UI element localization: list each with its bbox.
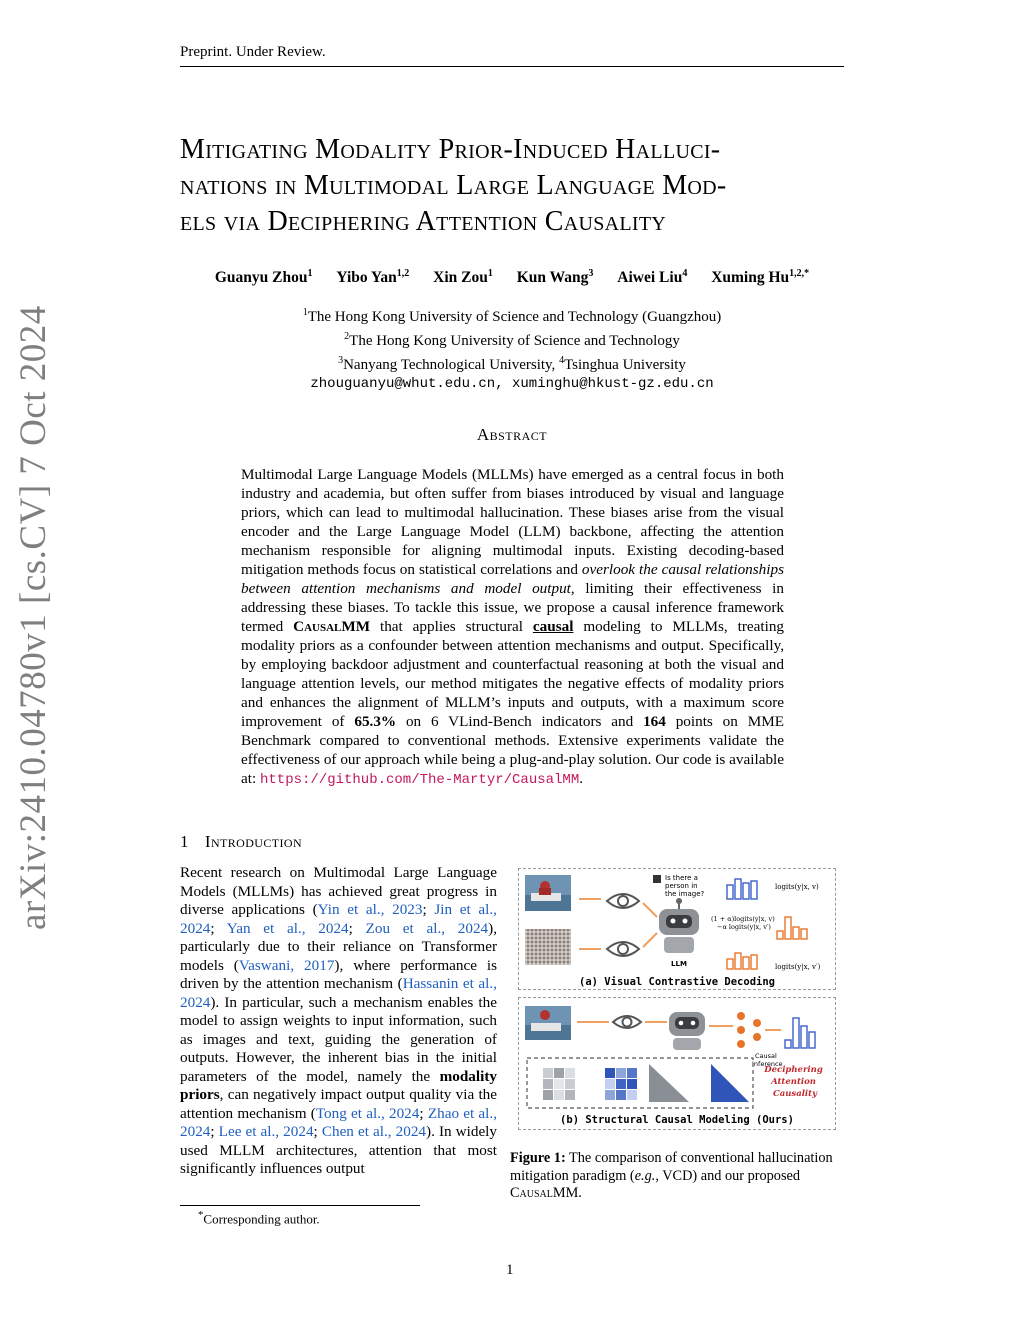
network-icon: [737, 1012, 761, 1048]
input-photo: [525, 875, 571, 911]
causal-mask-blue: [711, 1064, 749, 1102]
bar: [743, 883, 749, 899]
citation-link[interactable]: Zhao et al., 2024: [180, 1104, 497, 1140]
attention-cell: [565, 1090, 575, 1100]
bar: [735, 953, 741, 969]
input-photo: [525, 1006, 571, 1040]
bar: [751, 955, 757, 969]
attention-cell: [565, 1068, 575, 1078]
author: Aiwei Liu$^4$: [617, 268, 688, 287]
causal-mask-gray: [649, 1064, 689, 1102]
attention-cell: [554, 1079, 564, 1089]
attention-cell: [605, 1090, 615, 1100]
affiliation-1: $^1$The Hong Kong University of Science and Technology (Guangzhou): [302, 307, 722, 325]
bar: [743, 957, 749, 969]
author: Xuming $Hu^{1,2,*}$: [711, 268, 810, 287]
attention-cell: [627, 1068, 637, 1078]
bar: [785, 1040, 791, 1048]
attention-cell: [616, 1079, 626, 1089]
attention-cell: [605, 1068, 615, 1078]
author: Kun Wang$^3$: [516, 268, 594, 287]
llm-robot-icon: [659, 898, 699, 953]
bar: [735, 879, 741, 899]
question-text: Is there a person in the image?: [665, 874, 705, 898]
llm-label: LLM: [671, 960, 687, 968]
attention-cell: [616, 1068, 626, 1078]
bar: [727, 885, 733, 899]
title-line-1: Mitigating Modality Prior-Induced Halluci-: [180, 134, 721, 165]
citation-link[interactable]: Tong et al., 2024: [315, 1104, 420, 1122]
llm-robot-icon: [669, 1012, 705, 1050]
bars-mid: [777, 917, 807, 939]
author: Guanyu Zhou$^1$: [214, 268, 313, 287]
bars-top: [727, 879, 757, 899]
affiliation-2: $^2$The Hong Kong University of Science and Technology: [344, 331, 680, 349]
bars-output: [785, 1018, 815, 1048]
header-rule: [180, 66, 844, 67]
running-header: Preprint. Under Review.: [180, 44, 326, 60]
bar: [727, 959, 733, 969]
author: Xin Zou$^1$: [433, 268, 493, 287]
citation-link[interactable]: Jin et al., 2024: [180, 901, 497, 937]
deciphering-label: Deciphering Attention Causality: [764, 1065, 823, 1099]
title-line-3: els via Deciphering Attention Causality: [180, 206, 667, 237]
causal-inference-label: Causal Inference: [752, 1052, 783, 1068]
attention-cell: [565, 1079, 575, 1089]
bar: [801, 1026, 807, 1048]
paper-title: [180, 132, 844, 240]
panel-a-label: (a) Visual Contrastive Decoding: [579, 976, 775, 988]
page-number: 1: [506, 1262, 514, 1278]
bar: [801, 929, 807, 939]
figure-1: [518, 868, 836, 1130]
author-list: [180, 268, 844, 287]
figure-caption: Figure 1: The comparison of conventional hallucination mitigation paradigm (e.g., VCD) and our proposed CausalMM.: [510, 1150, 833, 1201]
citation-link[interactable]: Vaswani, 2017: [238, 956, 335, 974]
citation-link[interactable]: Zou et al., 2024: [365, 919, 489, 937]
code-link[interactable]: https://github.com/The-Martyr/CausalMM: [259, 772, 580, 788]
panel-causal: [518, 997, 836, 1130]
panel-vcd: [518, 868, 836, 990]
attention-cell: [543, 1079, 553, 1089]
causal-diagram: [519, 998, 834, 1128]
attention-grid-blue: [605, 1068, 637, 1100]
author: Yibo Yan$^{1,2}$: [336, 268, 410, 287]
attention-cell: [543, 1090, 553, 1100]
logits-prime-label: logits(y|x, v′): [775, 963, 821, 971]
citation-link[interactable]: Lee et al., 2024: [218, 1123, 314, 1140]
attention-grid-gray: [543, 1068, 575, 1100]
affiliation-3: $^3$Nanyang Technological University, $^4$Tsinghua University: [338, 355, 686, 373]
arxiv-stamp: arXiv:2410.04780v1 [cs.CV] 7 Oct 2024: [13, 305, 54, 930]
attention-cell: [543, 1068, 553, 1078]
citation-link[interactable]: Hassanin et al., 2024: [180, 975, 497, 1011]
bars-bot: [727, 953, 757, 969]
vcd-diagram: [519, 869, 834, 988]
attention-cell: [605, 1079, 615, 1089]
logits-label: logits(y|x, v): [775, 883, 819, 891]
contrast-label-b: −α logits(y|x, v′): [717, 923, 771, 931]
section-heading: 1 Introduction: [180, 832, 303, 851]
title-line-2: nations in Multimodal Large Language Mod-: [180, 170, 727, 201]
method-name: CausalMM: [293, 618, 371, 635]
attention-cell: [554, 1068, 564, 1078]
bar: [751, 881, 757, 899]
bar: [785, 917, 791, 939]
citation-link[interactable]: Yan et al., 2024: [226, 919, 349, 937]
abstract-body: Multimodal Large Language Models (MLLMs) have emerged as a central focus in both industry and academia, but often suffer from biases introduced by visual and language priors, which can lead to multimodal hallucination. These biases arise from the visual encoder and the Large Language Model (LLM) backbone, affecting the attention mechanism responsible for aligning multimodal inputs. Existing decoding-based mitigation methods focus on statistical correlations and overlook the causal relationships between attention mechanisms and model output, limiting their effectiveness in addressing these biases. To tackle this issue, we propose a causal inference framework termed CausalMM that applies structural causal modeling to MLLMs, treating modality priors as a confounder between attention mechanisms and output. Specifically, by employing backdoor adjustment and counterfactual reasoning at both the visual and language attention levels, our method mitigates the negative effects of modality priors and enhances the alignment of MLLM’s inputs and outputs, with a maximum score improvement of 65.3% on 6 VLind-Bench indicators and 164 points on MME Benchmark compared to conventional methods. Extensive experiments validate the effectiveness of our approach while being a plug-and-play solution. Our code is available at: https://github.com/The-Martyr/CausalMM.: [241, 466, 785, 788]
panel-b-label: (b) Structural Causal Modeling (Ours): [560, 1114, 794, 1126]
citation-link[interactable]: Chen et al., 2024: [321, 1123, 427, 1140]
bar: [793, 927, 799, 939]
intro-paragraph: Recent research on Multimodal Large Language Models (MLLMs) has achieved great progress in diverse applications (Yin et al., 2023; Jin et al., 2024; Yan et al., 2024; Zou et al., 2024), particularly due to their reliance on Transformer models (Vaswani, 2017), where performance is driven by the attention mechanism (Hassanin et al., 2024). In particular, such a mechanism enables the model to assign weights to input information, such as images and text, guiding the generation of outputs. However, the inherent bias in the initial parameters of the model, namely the modality priors, can negatively impact output quality via the attention mechanism (Tong et al., 2024; Zhao et al., 2024; Lee et al., 2024; Chen et al., 2024). In widely used MLLM architectures, attention that most significantly influences output: [180, 864, 497, 1177]
footnote: *Corresponding author.: [198, 1209, 320, 1227]
affiliations: [180, 303, 844, 394]
bar: [777, 931, 783, 939]
attention-cell: [616, 1090, 626, 1100]
citation-link[interactable]: Yin et al., 2023: [317, 901, 423, 918]
eye-icon: [607, 894, 639, 956]
eye-icon: [613, 1016, 641, 1028]
bar: [793, 1018, 799, 1048]
author-emails: zhouguanyu@whut.edu.cn, xuminghu@hkust-gz.edu.cn: [310, 376, 714, 392]
footnote-rule: [180, 1205, 420, 1206]
abstract-heading: Abstract: [476, 425, 548, 444]
mllms-term: MLLMs: [672, 618, 724, 635]
qr-icon: [653, 875, 661, 883]
attention-cell: [627, 1079, 637, 1089]
attention-cell: [627, 1090, 637, 1100]
noisy-photo: [525, 929, 571, 965]
attention-cell: [554, 1090, 564, 1100]
bar: [809, 1032, 815, 1048]
contrast-label-a: (1 + α)logits(y|x, v): [711, 915, 775, 923]
